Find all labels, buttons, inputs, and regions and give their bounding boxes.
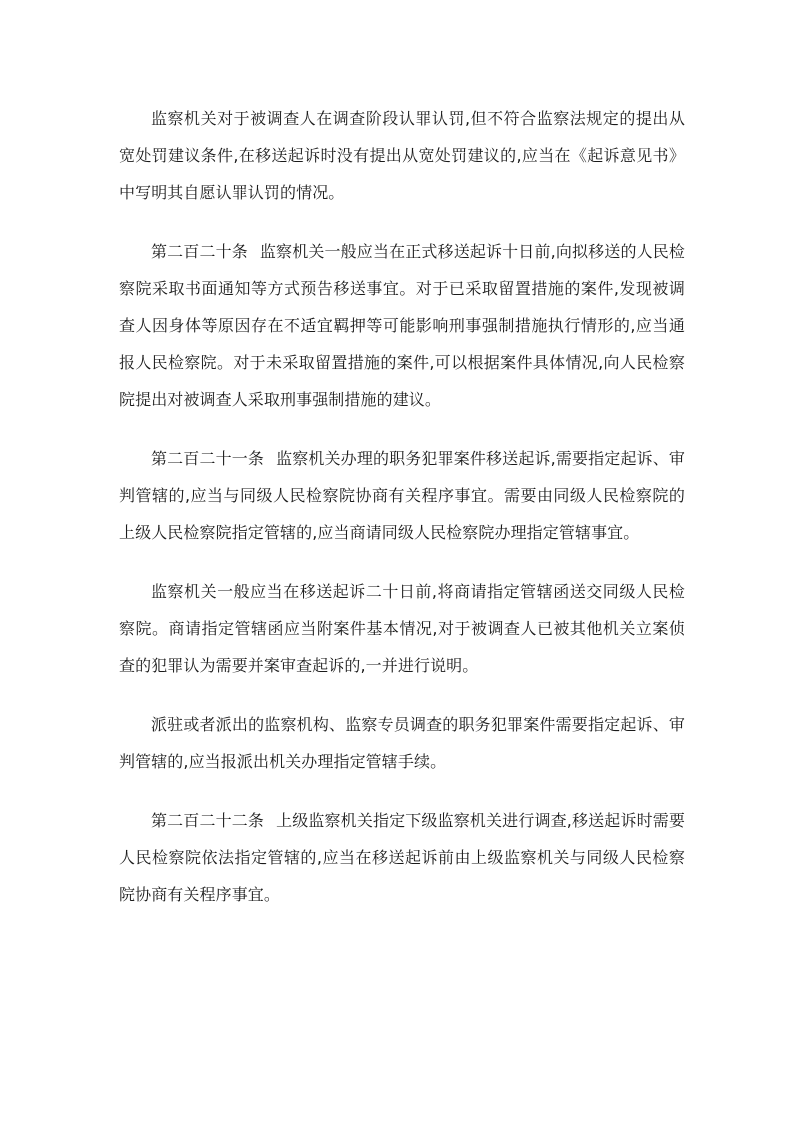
paragraph-1-text: 监察机关对于被调查人在调查阶段认罪认罚,但不符合监察法规定的提出从宽处罚建议条件,在移送起诉时没有提出从宽处罚建议的,应当在《起诉意见书》中写明其自愿认罪认罚的情况。 [119,109,685,202]
article-number: 第二百二十一条 [151,449,265,468]
paragraph-article-222 [119,802,685,913]
paragraph-article-221 [119,440,685,551]
document-page [119,100,685,935]
paragraph-6-text: 上级监察机关指定下级监察机关进行调查,移送起诉时需要人民检察院依法指定管辖的,应当在移送起诉前由上级监察机关与同级人民检察院协商有关程序事宜。 [119,811,686,904]
article-number: 第二百二十条 [151,242,248,261]
paragraph-4 [119,573,685,684]
paragraph-5-text: 派驻或者派出的监察机构、监察专员调查的职务犯罪案件需要指定起诉、审判管辖的,应当报派出机关办理指定管辖手续。 [119,715,685,771]
paragraph-4-text: 监察机关一般应当在移送起诉二十日前,将商请指定管辖函送交同级人民检察院。商请指定管辖函应当附案件基本情况,对于被调查人已被其他机关立案侦查的犯罪认为需要并案审查起诉的,一并进行说明。 [119,582,685,675]
paragraph-3-text: 监察机关办理的职务犯罪案件移送起诉,需要指定起诉、审判管辖的,应当与同级人民检察院协商有关程序事宜。需要由同级人民检察院的上级人民检察院指定管辖的,应当商请同级人民检察院办理指定管辖事宜。 [119,449,686,542]
paragraph-5 [119,706,685,780]
paragraph-2-text: 监察机关一般应当在正式移送起诉十日前,向拟移送的人民检察院采取书面通知等方式预告移送事宜。对于已采取留置措施的案件,发现被调查人因身体等原因存在不适宜羁押等可能影响刑事强制措施执行情形的,应当通报人民检察院。对于未采取留置措施的案件,可以根据案件具体情况,向人民检察院提出对被调查人采取刑事强制措施的建议。 [119,242,685,409]
paragraph-article-220 [119,233,685,418]
paragraph-1 [119,100,685,211]
article-number: 第二百二十二条 [151,811,265,830]
